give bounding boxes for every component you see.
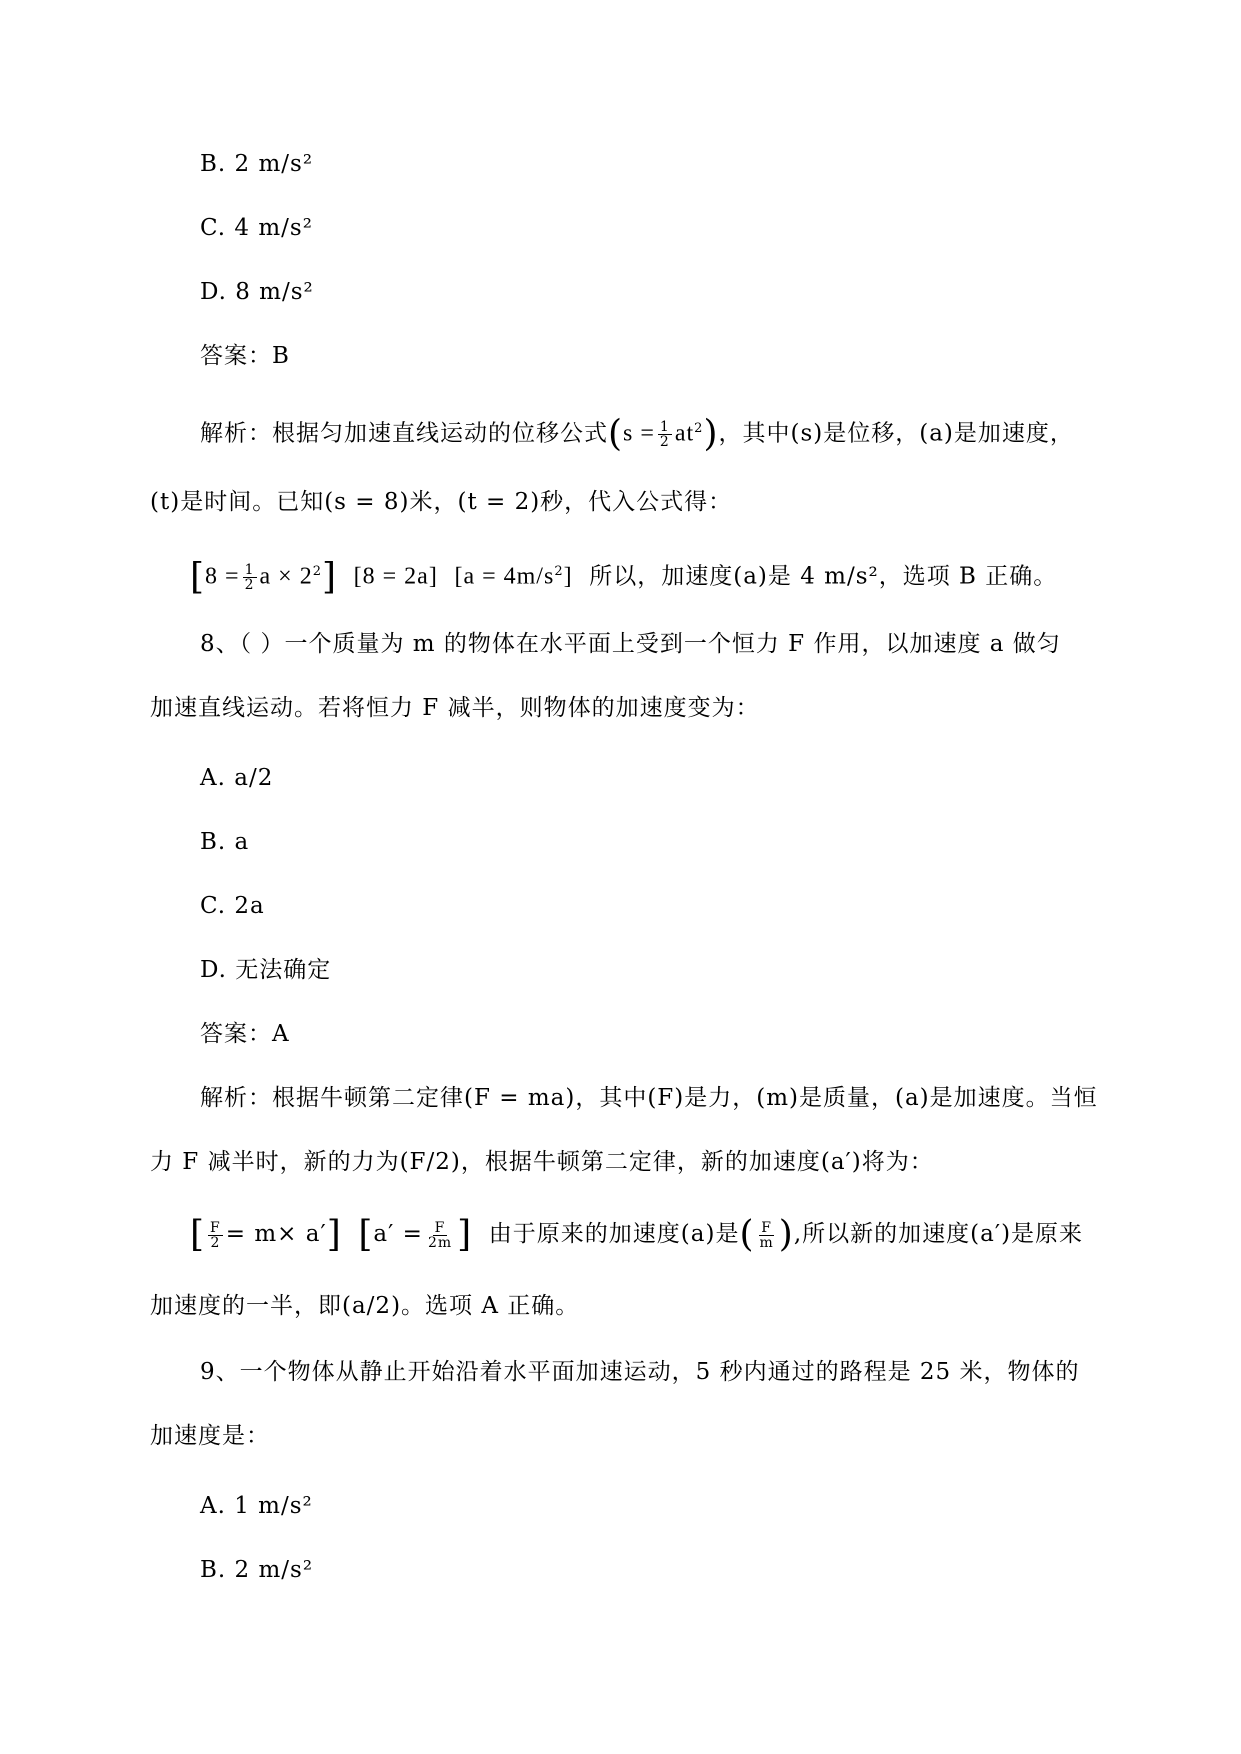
q9-stem-line1: 9、一个物体从静止开始沿着水平面加速运动，5 秒内通过的路程是 25 米，物体的 [200,1359,1080,1385]
fraction-denominator: 2 [659,434,670,451]
q7-option-c: C. 4 m/s² [200,215,313,241]
q7-option-b: B. 2 m/s² [200,151,314,177]
eq3-close: ] [563,563,573,590]
q8-analysis-line1: 解析：根据牛顿第二定律(F = ma)，其中(F)是力，(m)是质量，(a)是加速度。当恒 [200,1085,1098,1111]
formula-at: at [674,420,695,447]
q8-analysis-line3: [ $\frac{F}{2}$ = m× a′] [a′ = $\frac{F}{2m}$ ] 由于原来的加速度(a)是( $\frac{F}{m}$ ),所以新的加速度(a′)是原来 [190,1214,1084,1255]
eq2-fraction [426,1221,454,1250]
q8-stem-line1: 8、（ ）一个质量为 m 的物体在水平面上受到一个恒力 F 作用，以加速度 a 做匀 [200,631,1061,657]
q7-analysis-line2: (t)是时间。已知(s = 8)米，(t = 2)秒，代入公式得： [150,489,733,515]
fraction-numerator: 1 [244,562,255,579]
formula-exponent: 2 [694,421,704,436]
eq1-fraction [208,1221,223,1250]
eq2-left: a′ = [373,1221,423,1247]
q8-option-d: D. 无法确定 [200,957,332,983]
eq3-exponent: 2 [554,564,564,579]
q8-option-c: C. 2a [200,893,265,919]
eq1-fraction [243,563,257,592]
formula-s: s = [623,420,655,447]
q7-analysis-suffix: ，其中(s)是位移，(a)是加速度， [718,420,1074,447]
q8-option-b: B. a [200,829,250,855]
q8-analysis-line2: 力 F 减半时，新的力为(F/2)，根据牛顿第二定律，新的加速度(a′)将为： [150,1149,934,1175]
eq3: [a = 4m/s [454,563,555,590]
q8-stem-line2: 加速直线运动。若将恒力 F 减半，则物体的加速度变为： [150,695,760,721]
eq3-fraction [758,1221,776,1250]
q8-option-a: A. a/2 [200,765,274,791]
fraction-denominator: 2m [427,1234,453,1251]
q8-analysis-mid: 由于原来的加速度(a)是 [488,1221,740,1247]
fraction-denominator: 2 [210,1234,221,1251]
fraction-numerator: F [761,1219,773,1236]
eq1-exponent: 2 [312,564,322,579]
eq1-left: 8 = [205,563,240,590]
fraction-denominator: 2 [244,577,255,594]
q7-analysis-line3: [8 = $\frac{1}{2}$ $a \times 2^2$] [8 = 2a] $[a = 4m/s^2]$ 所以，加速度(a)是 4 m/s²，选项 B 正确。 [190,556,1058,598]
q7-answer: 答案：B [200,343,290,369]
q7-option-d: D. 8 m/s² [200,279,314,305]
q7-analysis-prefix: 解析：根据匀加速直线运动的位移公式 [200,420,608,447]
q8-answer: 答案：A [200,1021,290,1047]
fraction-numerator: 1 [659,419,670,436]
q9-option-b: B. 2 m/s² [200,1557,314,1583]
q9-option-a: A. 1 m/s² [200,1493,313,1519]
eq2: [8 = 2a] [353,563,438,590]
q7-analysis-suffix2: 所以，加速度(a)是 4 m/s²，选项 B 正确。 [589,563,1058,590]
q8-analysis-line4: 加速度的一半，即(a/2)。选项 A 正确。 [150,1293,580,1319]
fraction-numerator: F [434,1219,446,1236]
formula-fraction [658,420,672,449]
fraction-denominator: m [759,1234,774,1251]
fraction-numerator: F [210,1219,221,1236]
q8-analysis-suffix: ,所以新的加速度(a′)是原来 [793,1221,1084,1247]
eq1-right: a × 2 [259,563,313,590]
q7-analysis-line1: 解析：根据匀加速直线运动的位移公式(s = $\frac{1}{2}$ $at^2$)，其中(s)是位移，(a)是加速度， [200,413,1074,455]
eq1-right: = m× a′ [225,1221,327,1247]
q9-stem-line2: 加速度是： [150,1423,270,1449]
